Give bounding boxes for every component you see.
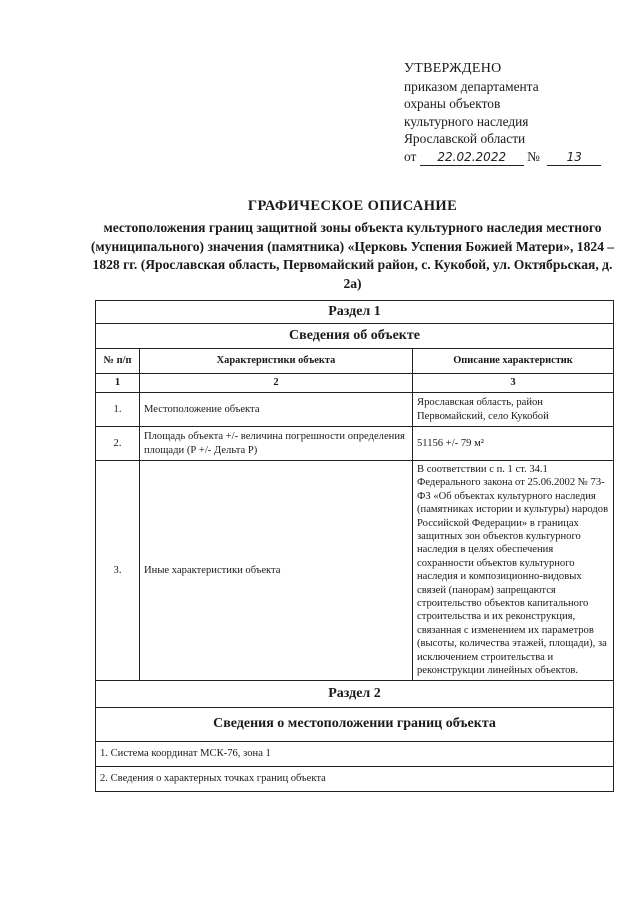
- approval-line: Ярославской области: [404, 131, 526, 146]
- date-prefix: от: [404, 148, 417, 164]
- column-number: 1: [96, 374, 140, 393]
- document-title: ГРАФИЧЕСКОЕ ОПИСАНИЕ: [247, 198, 458, 214]
- row-number: 2.: [96, 427, 140, 461]
- approval-line: охраны объектов: [404, 96, 501, 111]
- approval-heading: УТВЕРЖДЕНО: [404, 61, 502, 76]
- boundary-points-item: 2. Сведения о характерных точках границ объекта: [96, 766, 614, 791]
- approval-date-line: [404, 148, 614, 166]
- handwritten-date: 22.02.2022: [420, 150, 524, 166]
- column-header-characteristic: Характеристики объекта: [140, 349, 413, 374]
- row-characteristic: Местоположение объекта: [140, 393, 413, 427]
- column-header-number: № п/п: [96, 349, 140, 374]
- row-description: В соответствии с п. 1 ст. 34.1 Федерального закона от 25.06.2002 № 73-ФЗ «Об объектах культурного наследия (памятниках истории и культуры) народов Российской Федерации» в границах защитных зон объектов культурного наследия в целях обеспечения сохранности объектов культурного наследия и композиционно-видовых связей (панорам) запрещаются строительство объектов капитального строительства и их реконструкция, связанная с изменением их параметров (высоты, количества этажей, площади), за исключением строительства и реконструкции линейных объектов.: [413, 461, 614, 681]
- table-row: [96, 393, 614, 427]
- approval-stamp: [404, 60, 614, 166]
- number-prefix: №: [527, 148, 540, 164]
- document-subtitle: местоположения границ защитной зоны объекта культурного наследия местного (муниципального) значения (памятника) «Церковь Успения Божией Матери», 1824 – 1828 гг. (Ярославская область, Первомайский район, с. Кукобой, ул. Октябрьская, д. 2а): [90, 220, 615, 291]
- approval-line: культурного наследия: [404, 113, 529, 129]
- object-description-table: [95, 300, 614, 792]
- section1-title: Раздел 1: [96, 301, 614, 324]
- table-row: [96, 427, 614, 461]
- column-number: 2: [140, 374, 413, 393]
- approval-line: приказом департамента: [404, 78, 539, 94]
- column-header-description: Описание характеристик: [413, 349, 614, 374]
- section1-subtitle: Сведения об объекте: [96, 324, 614, 349]
- row-characteristic: Иные характеристики объекта: [140, 461, 413, 681]
- document-title-block: [90, 196, 615, 293]
- handwritten-number: 13: [547, 150, 601, 166]
- row-characteristic: Площадь объекта +/- величина погрешности определения площади (Р +/- Дельта Р): [140, 427, 413, 461]
- row-description: 51156 +/- 79 м²: [413, 427, 614, 461]
- row-number: 1.: [96, 393, 140, 427]
- row-description: Ярославская область, район Первомайский, село Кукобой: [413, 393, 614, 427]
- row-number: 3.: [96, 461, 140, 681]
- section2-subtitle: Сведения о местоположении границ объекта: [96, 707, 614, 741]
- coordinate-system-item: 1. Система координат МСК-76, зона 1: [96, 741, 614, 766]
- table-row: [96, 461, 614, 681]
- column-number: 3: [413, 374, 614, 393]
- section2-title: Раздел 2: [96, 680, 614, 707]
